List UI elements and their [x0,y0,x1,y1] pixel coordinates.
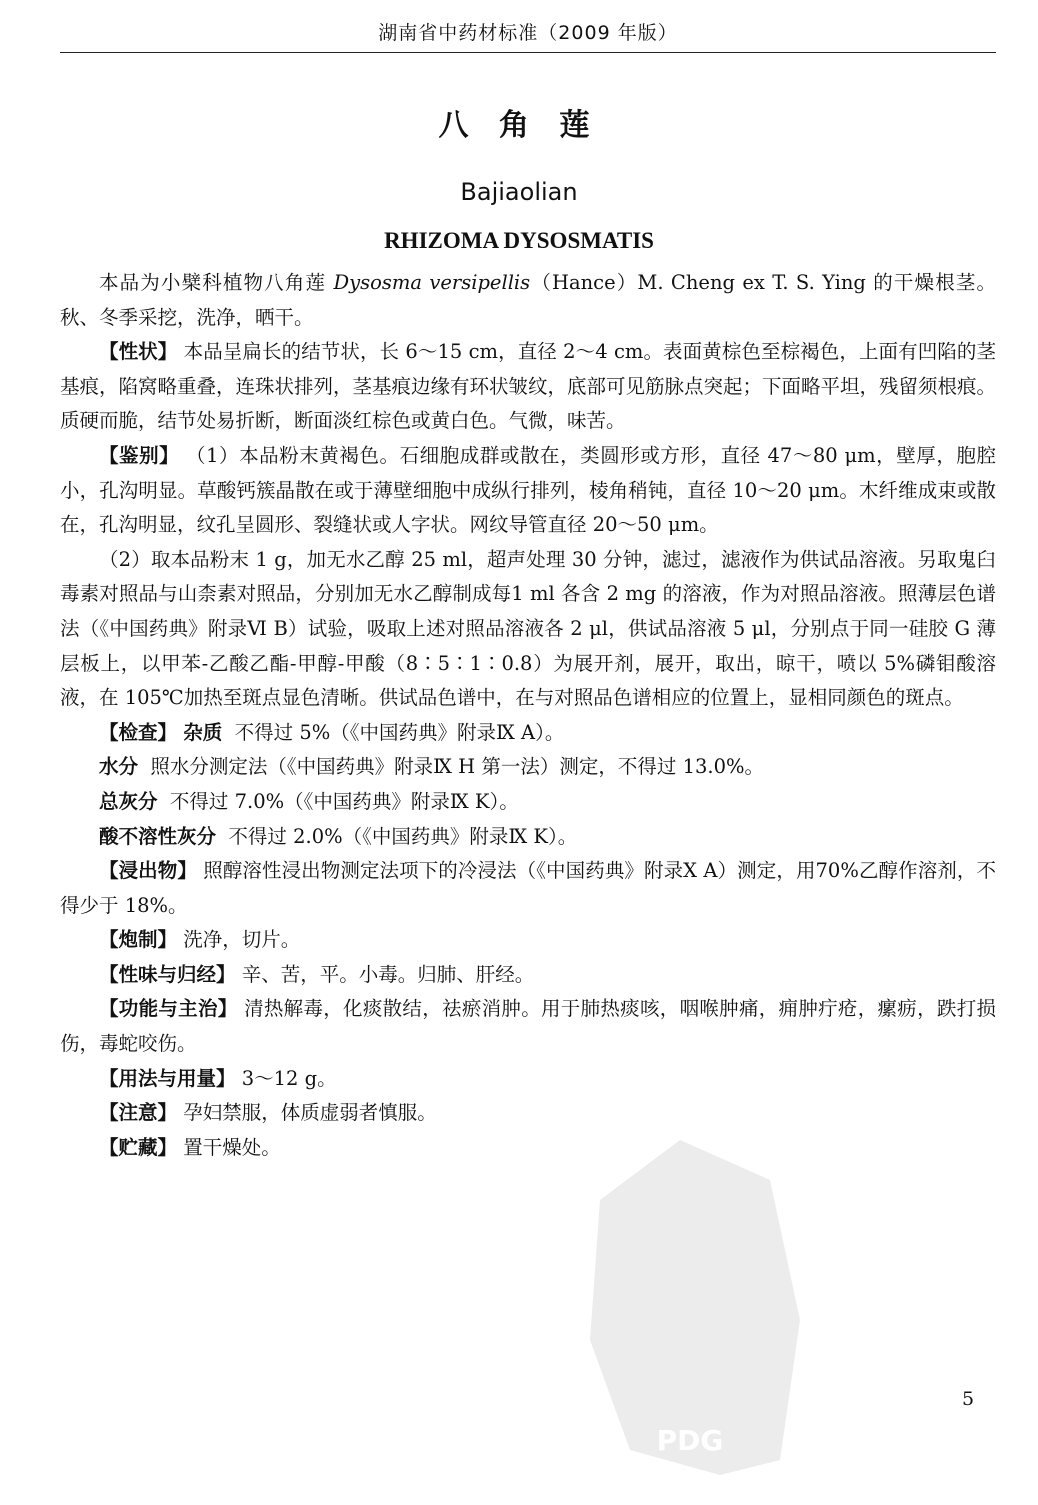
section-text: 洗净，切片。 [183,928,301,952]
sub-label: 杂质 [183,720,223,744]
watermark-seal [570,1120,810,1480]
section-text: 孕妇禁服，体质虚弱者慎服。 [183,1101,437,1125]
check-zonghuifen [60,785,996,820]
section-label: 【浸出物】 [99,859,197,883]
page-number: 5 [962,1388,975,1410]
section-zhuyi [60,1096,996,1131]
section-label: 【贮藏】 [99,1135,178,1159]
section-jianbie-2 [60,543,996,716]
section-text: （1）本品粉末黄褐色。石细胞成群或散在，类圆形或方形，直径 47～80 μm，壁厚，胞腔小，孔沟明显。草酸钙簇晶散在或于薄壁细胞中成纵行排列，棱角稍钝，直径 10～20 μm。木纤维成束或散在，孔沟明显，纹孔呈圆形、裂缝状或人字状。网纹导管直径 20～50 μm。 [60,443,996,537]
section-paozhi [60,923,996,958]
section-label: 【检查】 [99,720,178,744]
section-zhucang [60,1131,996,1166]
latin-name: RHIZOMA DYSOSMATIS [384,228,654,253]
section-text: 辛、苦，平。小毒。归肺、肝经。 [241,962,535,986]
section-label: 【功能与主治】 [99,997,238,1021]
watermark-text: PDG [656,1424,724,1457]
header-rule [60,52,996,53]
sub-label: 酸不溶性灰分 [99,824,217,848]
section-gongneng [60,992,996,1061]
pinyin-name: Bajiaolian [460,178,578,206]
intro-text: 本品为小檗科植物八角莲 [99,271,334,294]
section-label: 【性状】 [99,340,178,364]
section-xingwei [60,958,996,993]
monograph-body [60,266,996,1165]
species-name: Dysosma versipellis [333,271,531,294]
section-text: 不得过 7.0%（《中国药典》附录Ⅸ K）。 [169,789,519,813]
section-text: 3～12 g。 [241,1066,337,1090]
section-label: 【用法与用量】 [99,1066,236,1090]
section-text: （2）取本品粉末 1 g，加无水乙醇 25 ml，超声处理 30 分钟，滤过，滤液作为供试品溶液。另取鬼臼毒素对照品与山柰素对照品，分别加无水乙醇制成每1 ml 各含 2 mg 的溶液，作为对照品溶液。照薄层色谱法（《中国药典》附录Ⅵ B）试验，吸取上述对照品溶液各 2 μl，供试品溶液 5 μl，分别点于同一硅胶 G 薄层板上，以甲苯-乙酸乙酯-甲醇-甲酸（8∶5∶1∶0.8）为展开剂，展开，取出，晾干，喷以 5%磷钼酸溶液，在 105℃加热至斑点显色清晰。供试品色谱中，在与对照品色谱相应的位置上，显相同颜色的斑点。 [60,547,996,710]
section-text: 置干燥处。 [183,1135,281,1159]
section-text: 不得过 5%（《中国药典》附录Ⅸ A）。 [234,720,565,744]
section-text: 照醇溶性浸出物测定法项下的冷浸法（《中国药典》附录Ⅹ A）测定，用70%乙醇作溶剂，不得少于 18%。 [60,859,996,917]
section-label: 【炮制】 [99,928,178,952]
section-yongfa [60,1062,996,1097]
section-text: 本品呈扁长的结节状，长 6～15 cm，直径 2～4 cm。表面黄棕色至棕褐色，上面有凹陷的茎基痕，陷窝略重叠，连珠状排列，茎基痕边缘有环状皱纹，底部可见筋脉点突起；下面略平坦，残留须根痕。质硬而脆，结节处易折断，断面淡红棕色或黄白色。气微，味苦。 [60,340,997,433]
section-xingzhuang [60,335,996,439]
intro-text-2: （Hance）M. Cheng ex T. S. Ying 的干燥根茎。秋、冬季采挖，洗净，晒干。 [60,271,996,329]
page-title: 八 角 莲 [438,108,600,143]
check-suanburong [60,820,996,855]
section-jiancha [60,716,996,751]
section-label: 【注意】 [99,1101,178,1125]
section-label: 【性味与归经】 [99,962,236,986]
section-jinchuwu [60,854,996,923]
running-header: 湖南省中药材标准（2009 年版） [378,22,678,44]
section-jianbie [60,439,996,543]
section-label: 【鉴别】 [99,443,180,467]
section-text: 照水分测定法（《中国药典》附录Ⅸ H 第一法）测定，不得过 13.0%。 [150,755,765,779]
check-shuifen [60,750,996,785]
sub-label: 总灰分 [99,789,158,813]
section-text: 不得过 2.0%（《中国药典》附录Ⅸ K）。 [228,824,578,848]
section-text: 清热解毒，化痰散结，祛瘀消肿。用于肺热痰咳，咽喉肿痛，痈肿疔疮，瘰疬，跌打损伤，毒蛇咬伤。 [60,997,996,1056]
sub-label: 水分 [99,755,139,779]
intro-paragraph [60,266,996,335]
